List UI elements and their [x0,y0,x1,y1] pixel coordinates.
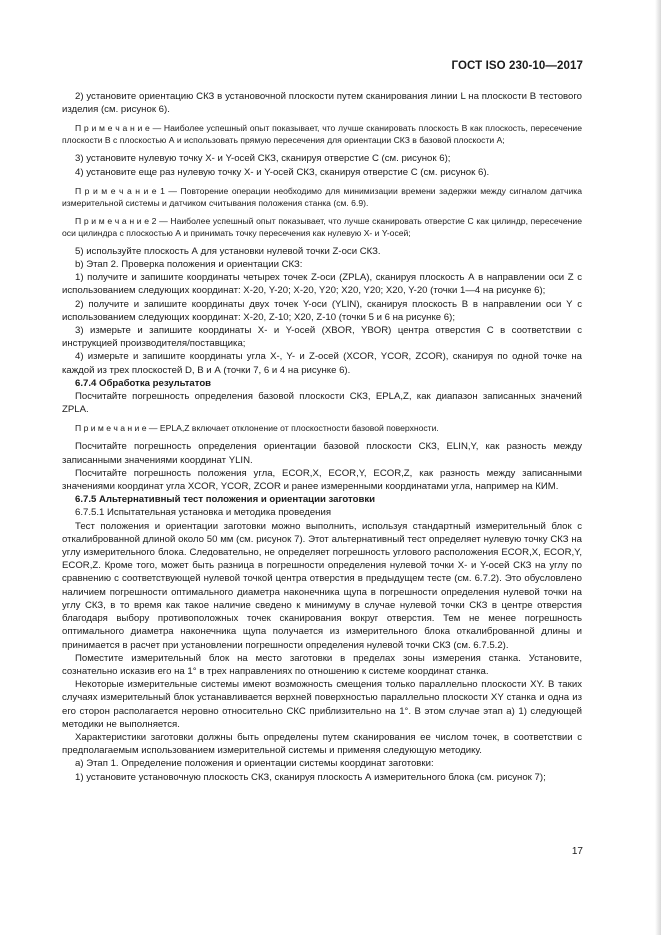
paragraph: 1) установите установочную плоскость СКЗ, сканируя плоскость А измерительного блока (см. рисунок 7); [75,771,546,783]
body-text [62,90,582,784]
paragraph: Некоторые измерительные системы имеют возможность смещения только параллельно плоскости XY. В таких случаях измерительный блок устанавливается верхней поверхностью параллельно плоскости XY станка и одна из его сторон располагается неровно относительно СКС приблизительно на 1°. В этом случае этап а) 1) следующей методики не выполняется. [62,679,582,730]
page-edge-shadow [655,0,661,935]
paragraph: Посчитайте погрешность определения ориентации базовой плоскости СКЗ, ELIN,Y, как разность между записанными значениями координат YLIN. [62,441,582,466]
paragraph: 1) получите и запишите координаты четырех точек Z-оси (ZPLA), сканируя плоскость А в направлении оси Z с использованием следующих координат: X-20, Y-20; X-20, Y20; X20, Y20; X20, Y-20 (точки 1—4 на рисунке 6); [62,272,582,297]
paragraph: 3) измерьте и запишите координаты X- и Y-осей (XBOR, YBOR) центра отверстия С в соответствии с инструкцией производителя/поставщика; [62,325,582,350]
subsection-heading: 6.7.5.1 Испытательная установка и методика проведения [75,507,332,519]
note: П р и м е ч а н и е 2 — Наиболее успешный опыт показывает, что лучше сканировать отверстие С как цилиндр, пересечение оси цилиндра с плоскостью А и принимать точку пересечения как нулевую X- и Y-осей; [62,215,582,238]
paragraph: 5) используйте плоскость А для установки нулевой точки Z-оси СКЗ. [75,245,381,257]
note: П р и м е ч а н и е — Наиболее успешный опыт показывает, что лучше сканировать плоскость В как плоскость, пересечение плоскости В с плоскостью А и использовать прямую пересечения для ориентации СКЗ в базовой плоскости А; [62,123,582,146]
paragraph: 3) установите нулевую точку X- и Y-осей СКЗ, сканируя отверстие С (см. рисунок 6); [75,153,451,165]
section-heading: 6.7.4 Обработка результатов [75,377,212,389]
paragraph: b) Этап 2. Проверка положения и ориентации СКЗ: [75,259,303,271]
paragraph: Посчитайте погрешность положения угла, ECOR,X, ECOR,Y, ECOR,Z, как разность между записанными значениями координат угла XCOR, YCOR, ZCOR и ранее измеренными координатами угла, например на КИМ. [62,467,582,493]
paragraph: Посчитайте погрешность определения базовой плоскости СКЗ, EPLA,Z, как диапазон записанных значений ZPLA. [62,391,582,416]
page-number: 17 [571,846,583,857]
standard-header: ГОСТ ISO 230-10—2017 [451,60,583,72]
section-heading: 6.7.5 Альтернативный тест положения и ориентации заготовки [75,494,376,506]
paragraph: 2) получите и запишите координаты двух точек Y-оси (YLIN), сканируя плоскость В в направлении оси Y с использованием следующих координат: X-20, Z-10; X20, Z-10 (точки 5 и 6 на рисунке 6); [62,298,582,323]
note: П р и м е ч а н и е — EPLA,Z включает отклонение от плоскостности базовой поверхности. [75,423,439,434]
paragraph: 4) измерьте и запишите координаты угла X-, Y- и Z-осей (XCOR, YCOR, ZCOR), сканируя по одной точке на каждой из трех плоскостей D, В и А (точки 7, 6 и 4 на рисунке 6). [62,351,582,376]
paragraph: Поместите измерительный блок на место заготовки в пределах зоны измерения станка. Установите, сознательно исказив его на 1° в трех направлениях по отношению к системе координат станка. [62,652,582,677]
paragraph: 2) установите ориентацию СКЗ в установочной плоскости путем сканирования линии L на плоскости В тестового изделия (см. рисунок 6). [62,91,582,116]
paragraph: 4) установите еще раз нулевую точку X- и Y-осей СКЗ, сканируя отверстие С (см. рисунок 6). [75,166,490,178]
paragraph: Тест положения и ориентации заготовки можно выполнить, используя стандартный измерительный блок с откалиброванной длиной около 50 мм (см. рисунок 7). Этот альтернативный тест определяет нулевую точку СКЗ на углу измерительного блока. Следовательно, не определяет погрешность углового расположения ECOR,X, ECOR,Y, ECOR,Z. Кроме того, может быть разница в погрешности определения нулевой точки X- и Y-осей СКЗ на углу по сравнению с соответствующей нулевой точкой центра отверстия в предыдущем тесте (см. 6.7.2). Это обусловлено наличием погрешности оптимального диаметра наконечника щупа в погрешности определения нулевой точки на углу СКЗ, в то время как такое наличие сведено к минимуму в случае нулевой точки СКЗ в центре отверстия благодаря выбору противоположных точек сканирования вокруг отверстия. Тем не менее погрешность оптимального диаметра наконечника щупа получается из измерительного блока откалиброванной длины и принимается в расчет при установлении погрешности определения нулевой точки СКЗ (см. 6.7.5.2). [62,520,582,651]
paragraph: Характеристики заготовки должны быть определены путем сканирования ее числом точек, в соответствии с предполагаемым использованием измерительной системы и применяя следующую методику. [62,731,582,757]
note: П р и м е ч а н и е 1 — Повторение операции необходимо для минимизации времени задержки между сигналом датчика измерительной системы и датчиком считывания положения станка (см. 6.9). [62,185,582,208]
paragraph: а) Этап 1. Определение положения и ориентации системы координат заготовки: [75,758,434,770]
